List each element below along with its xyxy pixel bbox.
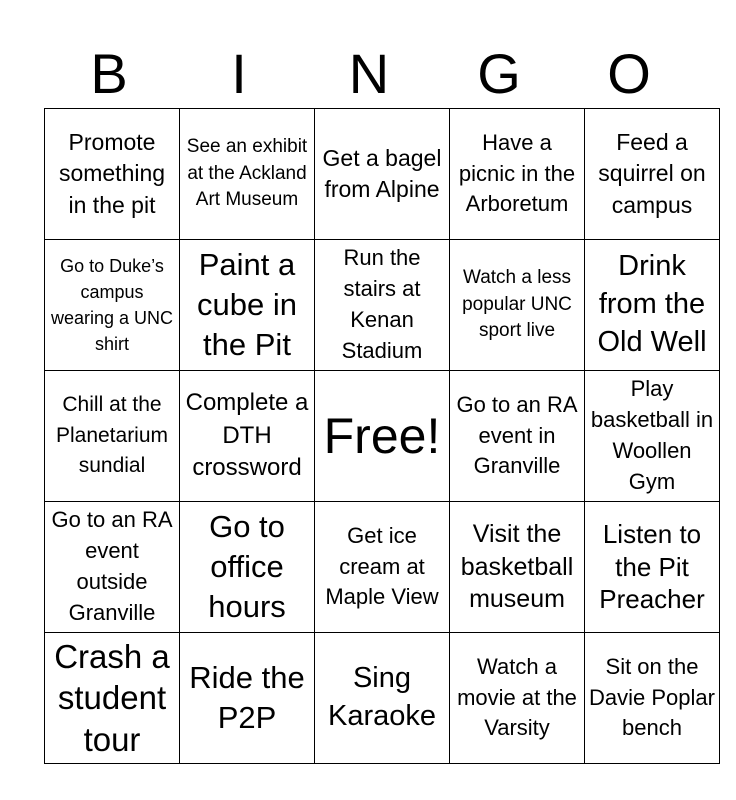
bingo-header xyxy=(44,40,694,108)
bingo-cell[interactable]: Promote something in the pit xyxy=(45,109,180,240)
bingo-cell[interactable]: Go to an RA event in Granville xyxy=(450,371,585,502)
free-space[interactable]: Free! xyxy=(315,371,450,502)
bingo-cell[interactable]: Go to an RA event outside Granville xyxy=(45,502,180,633)
header-letter-g: G xyxy=(477,42,521,105)
bingo-board xyxy=(44,108,720,764)
header-letter-o: O xyxy=(607,42,651,105)
bingo-cell[interactable]: Visit the basketball museum xyxy=(450,502,585,633)
bingo-cell[interactable]: Paint a cube in the Pit xyxy=(180,240,315,371)
bingo-cell[interactable]: Get ice cream at Maple View xyxy=(315,502,450,633)
bingo-cell[interactable]: Have a picnic in the Arboretum xyxy=(450,109,585,240)
bingo-cell[interactable]: Watch a movie at the Varsity xyxy=(450,633,585,764)
bingo-cell[interactable]: Sit on the Davie Poplar bench xyxy=(585,633,720,764)
bingo-cell[interactable]: Sing Karaoke xyxy=(315,633,450,764)
bingo-cell[interactable]: Go to office hours xyxy=(180,502,315,633)
board-row xyxy=(45,633,720,764)
bingo-cell[interactable]: Run the stairs at Kenan Stadium xyxy=(315,240,450,371)
bingo-cell[interactable]: Play basketball in Woollen Gym xyxy=(585,371,720,502)
board-row xyxy=(45,109,720,240)
board-row xyxy=(45,240,720,371)
board-row xyxy=(45,371,720,502)
bingo-cell[interactable]: Crash a student tour xyxy=(45,633,180,764)
bingo-cell[interactable]: Go to Duke’s campus wearing a UNC shirt xyxy=(45,240,180,371)
bingo-cell[interactable]: Ride the P2P xyxy=(180,633,315,764)
header-letter-b: B xyxy=(90,42,128,105)
bingo-cell[interactable]: Feed a squirrel on campus xyxy=(585,109,720,240)
bingo-cell[interactable]: Complete a DTH crossword xyxy=(180,371,315,502)
board-row xyxy=(45,502,720,633)
bingo-cell[interactable]: Get a bagel from Alpine xyxy=(315,109,450,240)
bingo-cell[interactable]: See an exhibit at the Ackland Art Museum xyxy=(180,109,315,240)
bingo-cell[interactable]: Watch a less popular UNC sport live xyxy=(450,240,585,371)
bingo-cell[interactable]: Listen to the Pit Preacher xyxy=(585,502,720,633)
bingo-cell[interactable]: Drink from the Old Well xyxy=(585,240,720,371)
bingo-cell[interactable]: Chill at the Planetarium sundial xyxy=(45,371,180,502)
header-letter-i: I xyxy=(231,42,247,105)
header-letter-n: N xyxy=(348,42,390,105)
